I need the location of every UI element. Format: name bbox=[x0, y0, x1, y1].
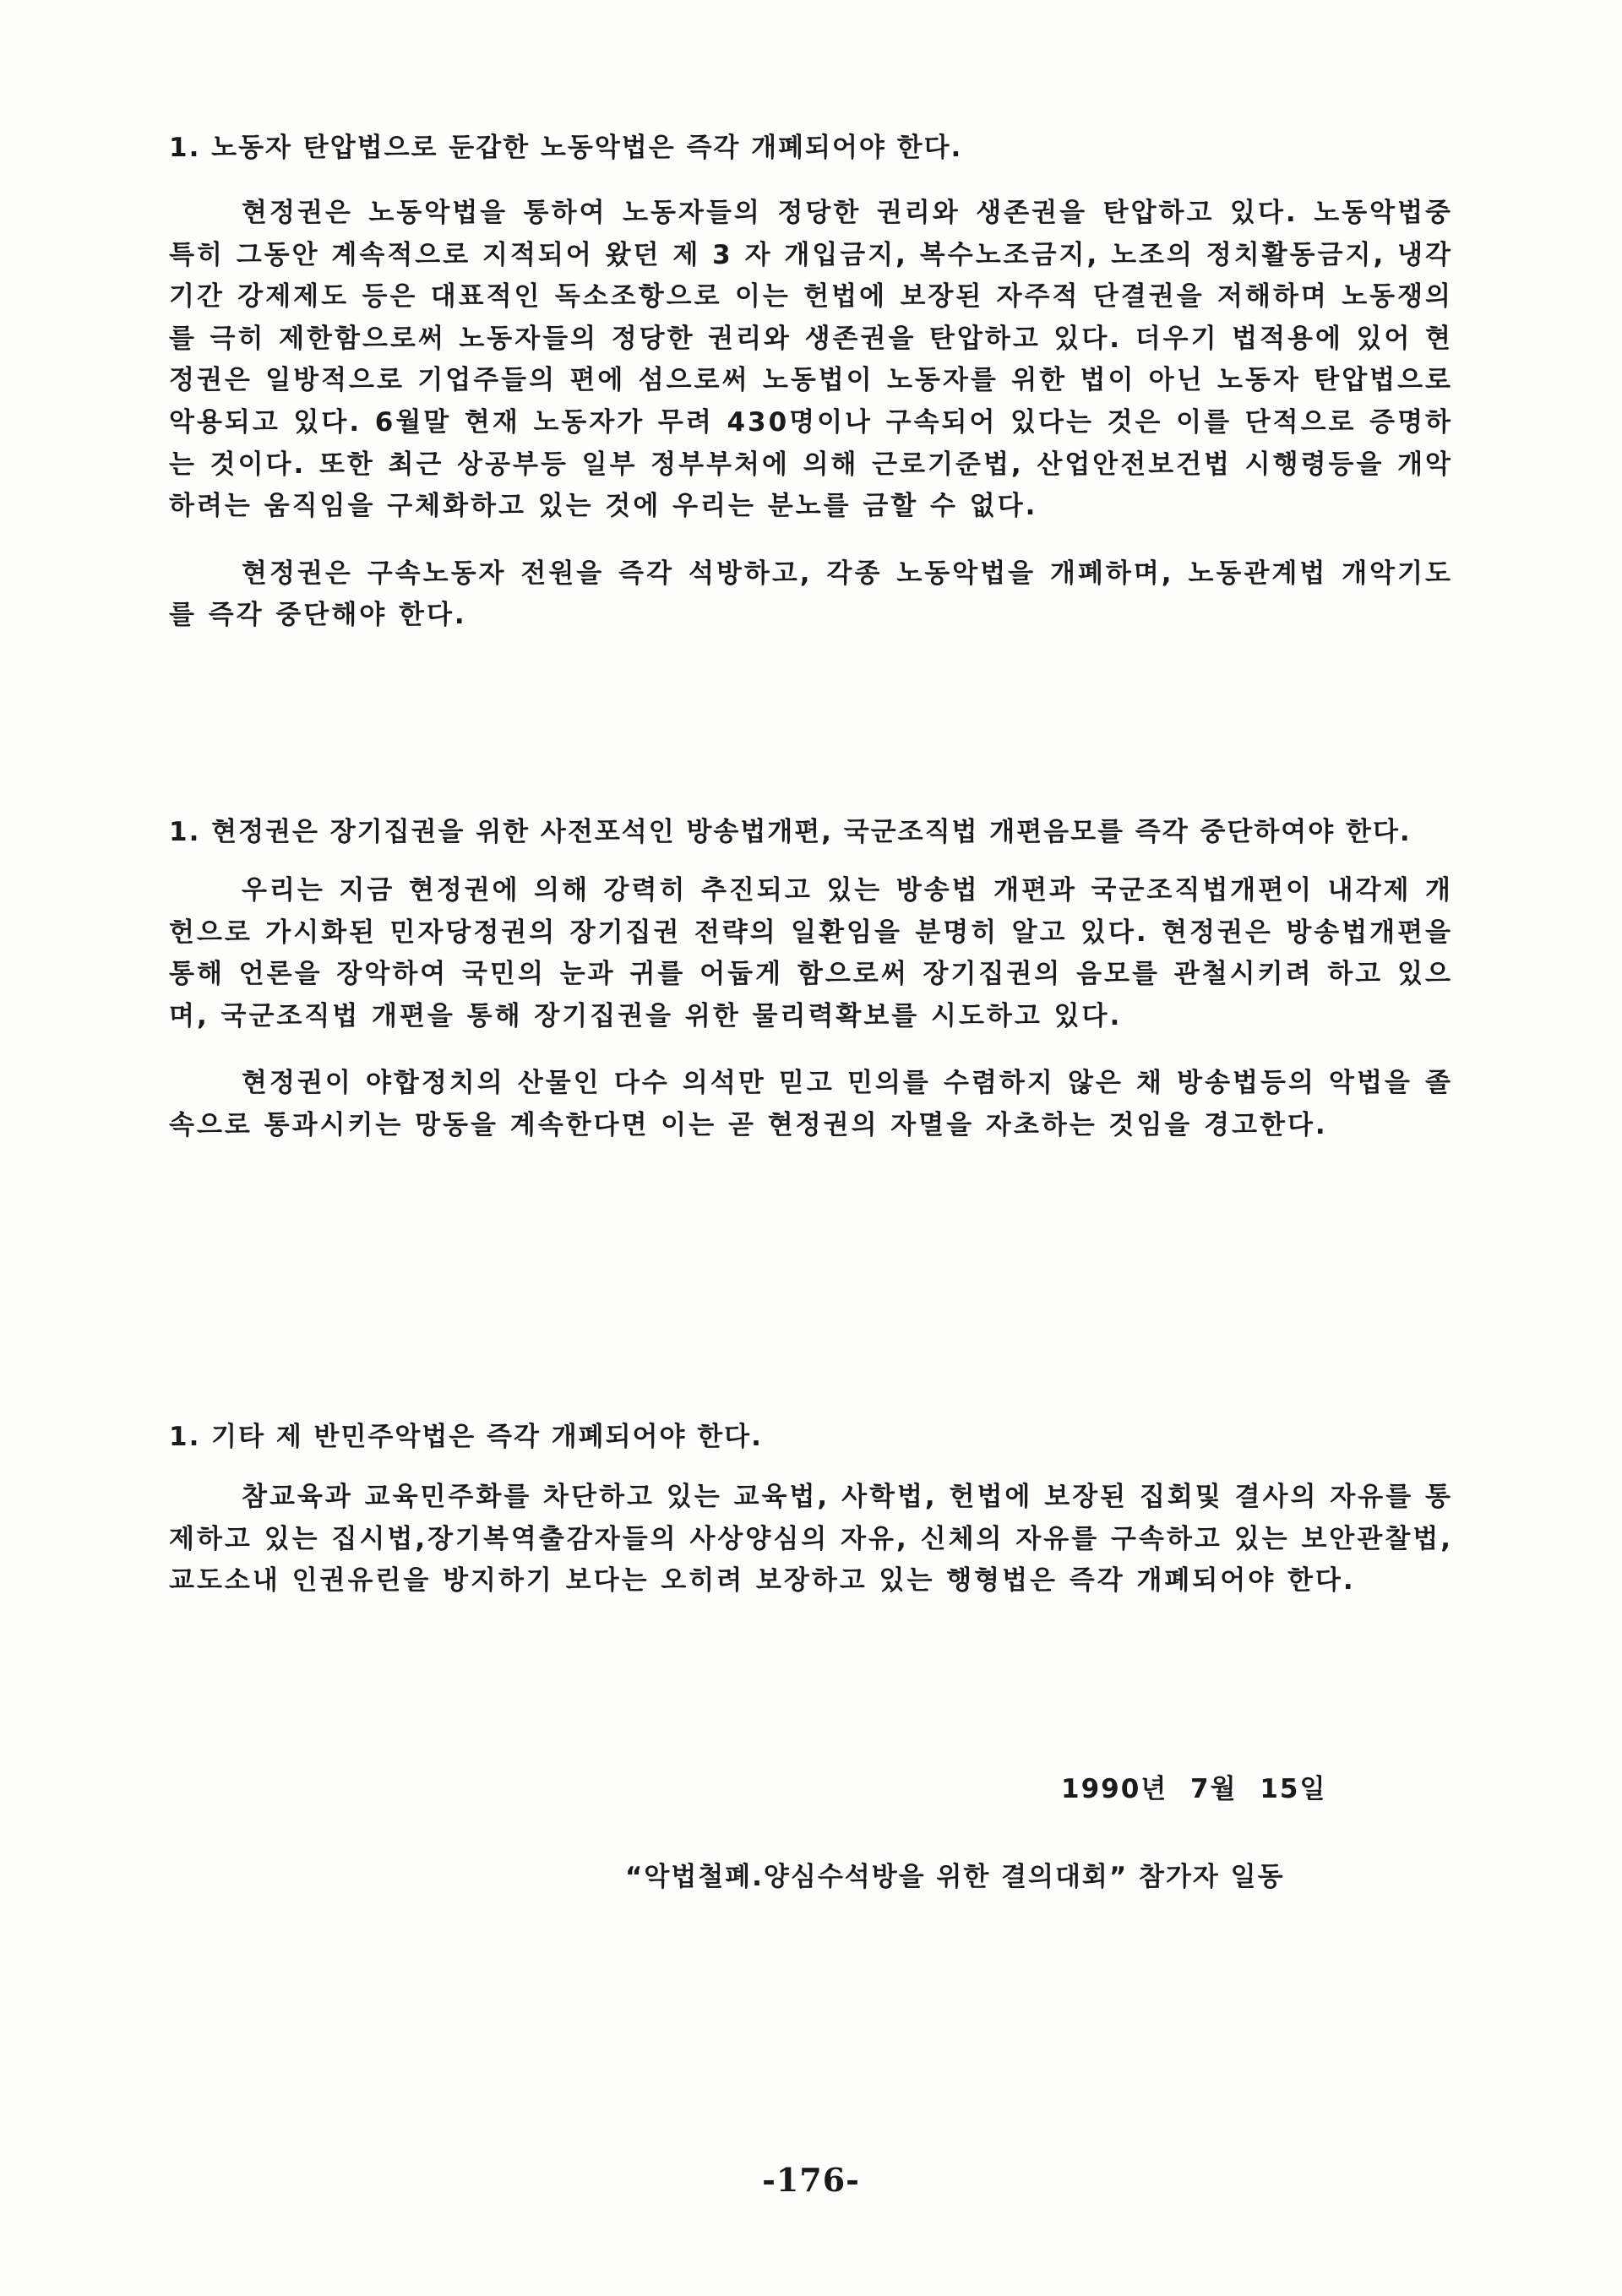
section-labor-law bbox=[169, 127, 1453, 637]
section-broadcast-law bbox=[169, 811, 1453, 1147]
section-heading: 1. 현정권은 장기집권을 위한 사전포석인 방송법개편, 국군조직법 개편음모를 즉각 중단하여야 한다. bbox=[169, 817, 1412, 847]
section-other-laws bbox=[169, 1416, 1453, 1602]
section-paragraph: 현정권이 야합정치의 산물인 다수 의석만 믿고 민의를 수렴하지 않은 채 방송법등의 악법을 졸속으로 통과시키는 망동을 계속한다면 이는 곧 현정권의 자멸을 자초하는 것임을 경고한다. bbox=[169, 1068, 1453, 1140]
section-paragraph: 현정권은 구속노동자 전원을 즉각 석방하고, 각종 노동악법을 개폐하며, 노동관계법 개악기도를 즉각 중단해야 한다. bbox=[169, 558, 1453, 631]
section-paragraph: 참교육과 교육민주화를 차단하고 있는 교육법, 사학법, 헌법에 보장된 집회및 결사의 자유를 통제하고 있는 집시법,장기복역출감자들의 사상양심의 자유, 신체의 자유를 구속하고 있는 보안관찰법, 교도소내 인권유린을 방지하기 보다는 오히려 보장하고 있는 행형법은 즉각 개폐되어야 한다. bbox=[169, 1482, 1453, 1597]
section-paragraph: 우리는 지금 현정권에 의해 강력히 추진되고 있는 방송법 개편과 국군조직법개편이 내각제 개헌으로 가시화된 민자당정권의 장기집권 전략의 일환임을 분명히 알고 있다. 현정권은 방송법개편을 통해 언론을 장악하여 국민의 눈과 귀를 어둡게 함으로써 장기집권의 음모를 관철시키려 하고 있으며, 국군조직법 개편을 통해 장기집권을 위한 물리력확보를 시도하고 있다. bbox=[169, 875, 1453, 1031]
page-number: -176- bbox=[762, 2161, 860, 2199]
signature-line: “악법철폐.양심수석방을 위한 결의대회” 참가자 일동 bbox=[625, 1862, 1285, 1892]
section-paragraph: 현정권은 노동악법을 통하여 노동자들의 정당한 권리와 생존권을 탄압하고 있다. 노동악법중 특히 그동안 계속적으로 지적되어 왔던 제 3 자 개입금지, 복수노조금지, 노조의 정치활동금지, 냉각기간 강제제도 등은 대표적인 독소조항으로 이는 헌법에 보장된 자주적 단결권을 저해하며 노동쟁의를 극히 제한함으로써 노동자들의 정당한 권리와 생존권을 탄압하고 있다. 더우기 법적용에 있어 현정권은 일방적으로 기업주들의 편에 섬으로써 노동법이 노동자를 위한 법이 아닌 노동자 탄압법으로 악용되고 있다. 6월말 현재 노동자가 무려 430명이나 구속되어 있다는 것은 이를 단적으로 증명하는 것이다. 또한 최근 상공부등 일부 정부부처에 의해 근로기준법, 산업안전보건법 시행령등을 개악하려는 움직임을 구체화하고 있는 것에 우리는 분노를 금할 수 없다. bbox=[169, 198, 1453, 522]
section-heading: 1. 기타 제 반민주악법은 즉각 개폐되어야 한다. bbox=[169, 1422, 763, 1452]
document-date: 1990년 7월 15일 bbox=[1061, 1774, 1327, 1804]
section-heading: 1. 노동자 탄압법으로 둔갑한 노동악법은 즉각 개폐되어야 한다. bbox=[169, 133, 963, 163]
